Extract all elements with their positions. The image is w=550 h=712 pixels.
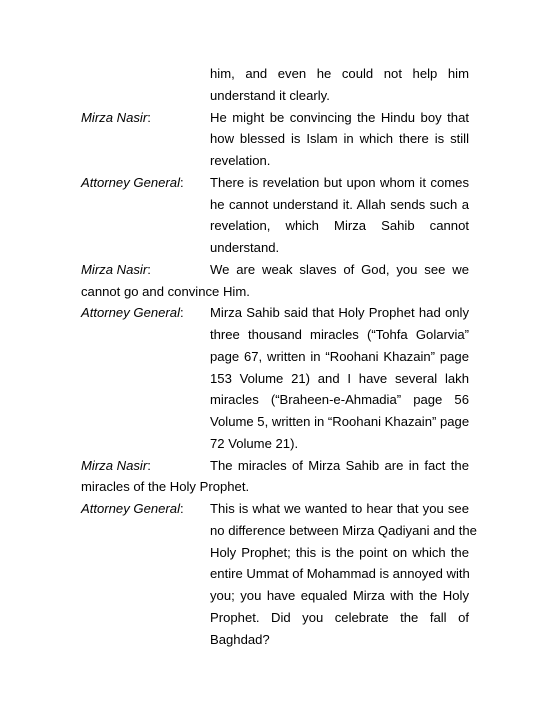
speaker-label	[81, 305, 184, 320]
speaker-name: Mirza Nasir	[81, 261, 148, 277]
dialogue-line: We are weak slaves of God, you see we	[210, 261, 469, 277]
dialogue-line: you; you have equaled Mirza with the Holy	[210, 588, 469, 603]
speaker-name: Attorney General	[81, 174, 180, 190]
speaker-label	[81, 175, 184, 190]
dialogue-line: 72 Volume 21).	[210, 435, 299, 451]
dialogue-line: There is revelation but upon whom it comes	[210, 174, 469, 190]
dialogue-line: Baghdad?	[210, 631, 270, 647]
dialogue-line: how blessed is Islam in which there is still	[210, 131, 469, 147]
dialogue-line: miracles (“Braheen-e-Ahmadia” page 56	[210, 392, 469, 408]
speaker-name: Attorney General	[81, 305, 180, 321]
dialogue-line: cannot go and convince Him.	[81, 283, 250, 299]
dialogue-line: He might be convincing the Hindu boy that	[210, 109, 469, 125]
speaker-name: Mirza Nasir	[81, 109, 148, 125]
dialogue-line: Mirza Sahib said that Holy Prophet had only	[210, 305, 469, 321]
dialogue-line: miracles of the Holy Prophet.	[81, 479, 250, 495]
dialogue-line: understand it clearly.	[210, 87, 330, 103]
speaker-colon: :	[147, 457, 151, 473]
speaker-label	[81, 458, 151, 473]
speaker-colon: :	[147, 261, 151, 277]
dialogue-line: revelation, which Mirza Sahib cannot	[210, 218, 469, 234]
dialogue-line: three thousand miracles (“Tohfa Golarvia”	[210, 327, 469, 342]
dialogue-line: him, and even he could not help him	[210, 66, 469, 81]
dialogue-line: This is what we wanted to hear that you see	[210, 501, 469, 516]
speaker-colon: :	[179, 174, 184, 190]
speaker-name: Mirza Nasir	[81, 457, 148, 473]
speaker-colon: :	[179, 501, 184, 516]
dialogue-line: Volume 5, written in “Roohani Khazain” page	[210, 414, 470, 429]
dialogue-line: page 67, written in “Roohani Khazain” page	[210, 348, 469, 364]
dialogue-line: entire Ummat of Mohammad is annoyed with	[210, 566, 470, 582]
speaker-label	[81, 110, 151, 125]
speaker-name: Attorney General	[81, 501, 180, 516]
dialogue-line: 153 Volume 21) and I have several lakh	[210, 370, 469, 386]
dialogue-line: The miracles of Mirza Sahib are in fact the	[210, 457, 469, 473]
dialogue-line: no difference between Mirza Qadiyani and the	[210, 522, 477, 538]
dialogue-line: Holy Prophet; this is the point on which the	[210, 544, 469, 560]
dialogue-line: understand.	[210, 240, 280, 255]
dialogue-line: revelation.	[210, 153, 271, 168]
speaker-label	[81, 262, 151, 277]
speaker-colon: :	[179, 305, 184, 321]
dialogue-line: he cannot understand it. Allah sends such a	[210, 196, 469, 212]
speaker-colon: :	[147, 109, 151, 125]
speaker-label	[81, 501, 184, 516]
dialogue-line: Prophet. Did you celebrate the fall of	[210, 609, 469, 625]
